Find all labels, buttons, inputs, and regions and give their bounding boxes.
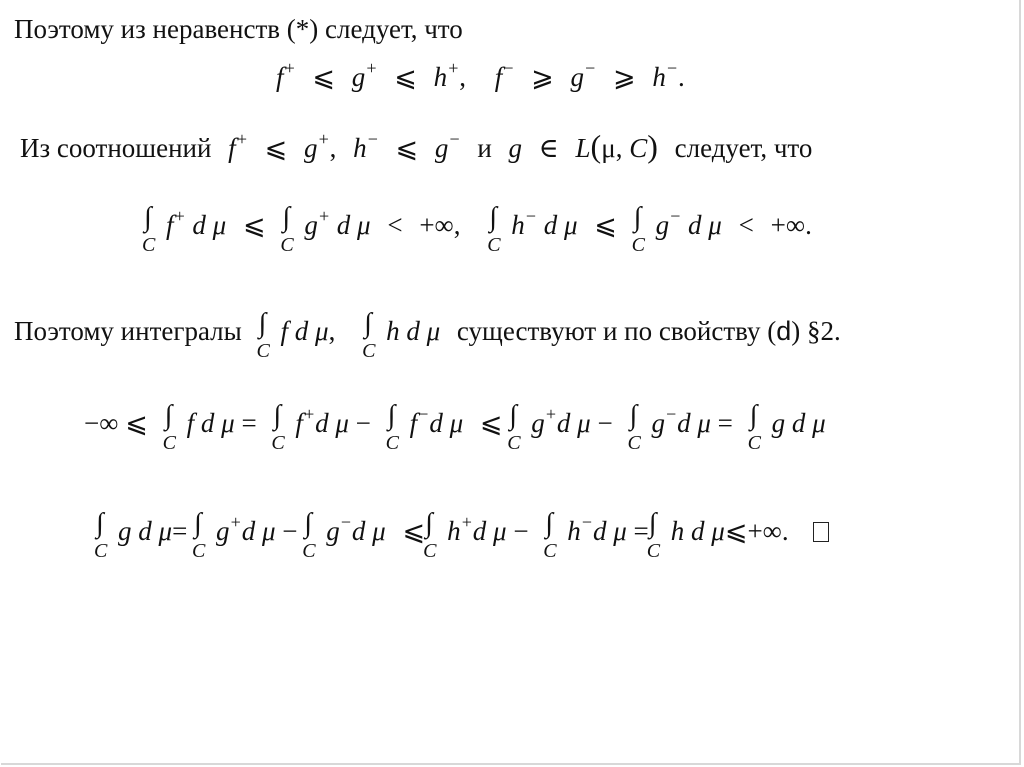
slide-frame xyxy=(1,0,1021,765)
text-line-3: Поэтому интегралы ∫ C f d μ, ∫ C h d μ существуют и по свойству (d) §2. xyxy=(14,308,841,362)
end-of-proof-box xyxy=(813,522,829,542)
formula-integral-bounds: ∫ C f+ d μ ⩽ ∫ C g+ d μ < +∞, ∫ C h− d μ ⩽ ∫ C g− d μ < +∞. xyxy=(142,202,812,256)
text-line-1: Поэтому из неравенств (*) следует, что xyxy=(14,14,463,44)
formula-inequality-chain: f+ ⩽ g+ ⩽ h+, f− ⩾ g− ⩾ h−. xyxy=(276,58,685,92)
formula-chain-f-g: −∞ ⩽ ∫ C f d μ = ∫ C f+d μ − ∫ C f−d μ ⩽ ∫ C g+d μ − ∫ C g−d μ = ∫ C g d μ xyxy=(84,400,826,454)
formula-chain-g-h: ∫ C g d μ= ∫ C g+d μ − ∫ C g−d μ ⩽ ∫ C h+d μ − ∫ C h−d μ = ∫ C h d μ⩽+∞. xyxy=(96,512,829,547)
text-line-2: Из соотношений f+ ⩽ g+, h− ⩽ g− и g ∈ L(μ, C) следует, что xyxy=(20,128,813,164)
